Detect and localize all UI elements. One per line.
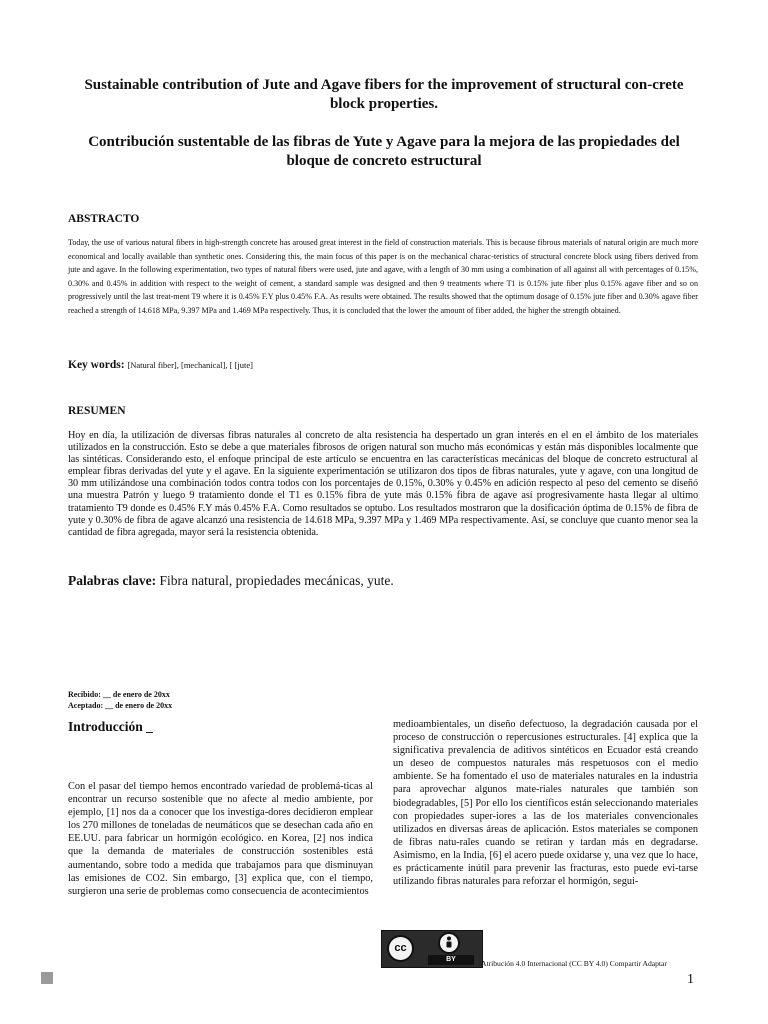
attribution-person-icon xyxy=(438,932,460,954)
palabras-clave-line xyxy=(68,573,394,589)
palabras-clave-label: Palabras clave: xyxy=(68,573,157,588)
page-number: 1 xyxy=(687,972,694,987)
cc-icon: cc xyxy=(387,935,414,962)
introduction-right-column: medioambientales, un diseño defectuoso, la degradación causada por el proceso de construcción o repercusiones estructurales. [4] explica que la significativa prevalencia de aditivos sintéticos en Ecuador está creando un deseo de compuestos naturales más respetuosos con el medio ambiente. Se ha fomentado el uso de materiales naturales en la industria para aprovechar algunos mate-riales naturales que también son biodegradables, [5] Por ello los científicos están seleccionando materiales con propiedades super-iores a las de los materiales convencionales utilizados en diversas áreas de aplicación. Estos materiales se componen de fibras natu-rales cuando se retiran y tardan más en degradarse. Asimismo, en la India, [6] el acero puede oxidarse y, una vez que lo hace, es prácticamente inútil para prevenir las fracturas, esto puede evi-tarse utilizando fibras naturales para reforzar el hormigón, segui- xyxy=(393,719,698,888)
accepted-date: Aceptado: __ de enero de 20xx xyxy=(68,701,173,710)
resumen-heading: RESUMEN xyxy=(68,405,126,417)
abstract-heading: ABSTRACTO xyxy=(68,213,140,225)
keywords-value: [Natural fiber], [mechanical], [ [jute] xyxy=(127,360,253,370)
cc-by-license-badge xyxy=(381,930,483,968)
abstract-text: Today, the use of various natural fibers in high-strength concrete has aroused great interest in the field of construction materials. This is because fibrous materials of natural origin are much more economical and locally available than synthetic ones. Considering this, the main focus of this paper is on the mechanical charac-teristics of structural concrete block using fibers derived from jute and agave. In the following experimentation, two types of natural fibers were used, jute and agave, with a length of 30 mm using a combination of all against all with percentages of 0.15%, 0.30% and 0.45% in addition with respect to the weight of cement, a standard sample was designed and then 9 treatments where T1 is 0.15% jute fiber plus 0.15% agave fiber and so on progressively until the last treat-ment T9 where it is 0.45% F.Y plus 0.45% F.A. As results were obtained. The results showed that the optimum dosage of 0.15% jute fiber and 0.30% agave fiber reached a strength of 14.618 MPa, 9.397 MPa and 1.469 MPa respectively. Thus, it is concluded that the lower the amount of fiber added, the higher the strength obtained. xyxy=(68,238,698,315)
title-english: Sustainable contribution of Jute and Agave fibers for the improvement of structural con-crete block properties. xyxy=(84,77,684,112)
introduction-heading: Introducción _ xyxy=(68,719,153,734)
resumen-text: Hoy en día, la utilización de diversas fibras naturales al concreto de alta resistencia ha despertado un gran interés en el en el ámbito de los materiales utilizados en la construcción. Esto se debe a que materiales fibrosos de origen natural son mucho más económicas y están más disponibles localmente que las sintéticas. Considerando esto, el enfoque principal de este artículo se encuentra en las características mecánicas del bloque de concreto estructural al emplear fibras derivadas del yute y el agave. En la siguiente experimentación se utilizaron dos tipos de fibras naturales, yute y agave, con una longitud de 30 mm utilizándose una combinación todos contra todos con los porcentajes de 0.15%, 0.30% y 0.45% en adición respecto al peso del cemento se diseñó una muestra Patrón y luego 9 tratamiento donde el T1 es 0.15% fibra de yute más 0.15% fibra de agave así progresivamente hasta llegar al ultimo tratamiento T9 donde es 0.45% F.Y más 0.45% F.A. Como resultados se optubo. Los resultados mostraron que la dosificación óptima de 0.15% de fibra de yute y 0.30% de fibra de agave alcanzó una resistencia de 14.618 MPa, 9.397 MPa y 1.469 MPa respectivamente. Así, se concluye que cuanto menor sea la cantidad de fibra agregada, mayor será la resistencia obtenida. xyxy=(68,430,698,538)
keywords-label: Key words: xyxy=(68,359,125,371)
received-date: Recibido: __ de enero de 20xx xyxy=(68,690,170,699)
keywords-line xyxy=(68,359,253,371)
palabras-clave-value: Fibra natural, propiedades mecánicas, yute. xyxy=(159,573,394,588)
introduction-left-column: Con el pasar del tiempo hemos encontrado variedad de problemá-ticas al encontrar un recurso sostenible que no afecte al medio ambiente, por ejemplo, [1] nos da a conocer que los investiga-dores decidieron emplear los 270 millones de toneladas de neumáticos que se desechan cada año en EE.UU. para fabricar un hormigón ecológico. en Korea, [2] nos indica que la demanda de materiales de construcción sostenibles está aumentando, sobre todo a medida que trabajamos para que disminuyan las emisiones de CO2. Sin embargo, [3] explica que, con el tiempo, surgieron una serie de problemas como consecuencia de acontecimientos xyxy=(68,781,373,897)
license-text: Atribución 4.0 Internacional (CC BY 4.0) Compartir Adaptar xyxy=(481,959,667,968)
page-marker xyxy=(41,972,53,984)
by-label: BY xyxy=(428,955,474,965)
title-spanish: Contribución sustentable de las fibras de Yute y Agave para la mejora de las propiedades del bloque de concreto estructural xyxy=(88,134,680,169)
